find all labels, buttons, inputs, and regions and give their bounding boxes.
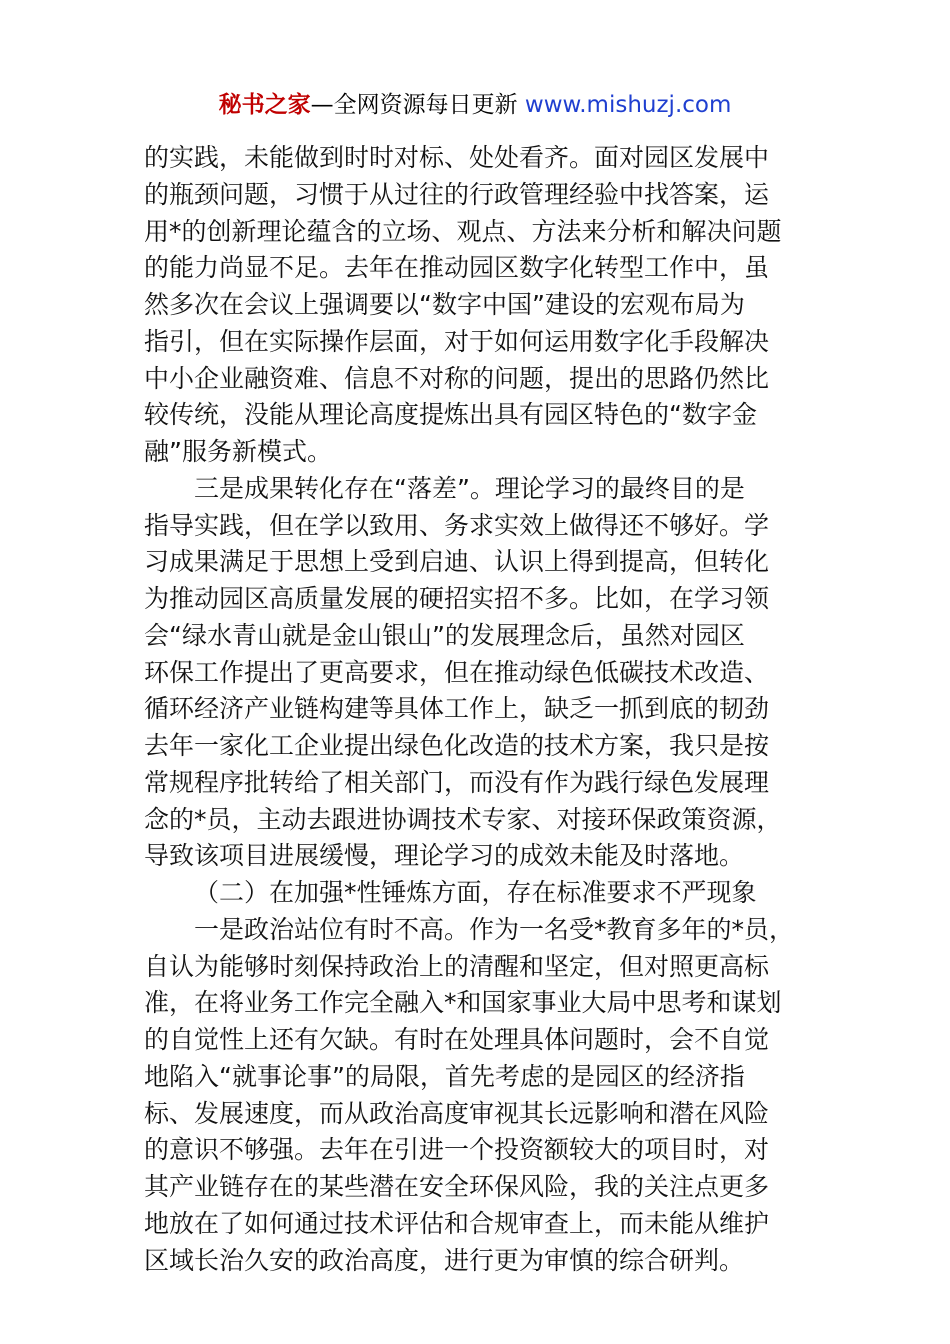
text-line: 去年一家化工企业提出绿色化改造的技术方案，我只是按 — [144, 731, 770, 760]
section-heading: （二）在加强*性锤炼方面，存在标准要求不严现象 — [194, 878, 757, 907]
site-url[interactable]: www.mishuzj.com — [524, 92, 732, 118]
text-line: 然多次在会议上强调要以“数字中国”建设的宏观布局为 — [144, 290, 745, 319]
paragraph-start-line: 一是政治站位有时不高。作为一名受*教育多年的*员， — [194, 914, 795, 944]
text-line: 中小企业融资难、信息不对称的问题，提出的思路仍然比 — [144, 363, 770, 393]
text-line: 会“绿水青山就是金山银山”的发展理念后，虽然对园区 — [144, 620, 745, 650]
text-line: 的自觉性上还有欠缺。有时在处理具体问题时，会不自觉 — [144, 1025, 770, 1054]
paragraph-start-line: 三是成果转化存在“落差”。理论学习的最终目的是 — [194, 473, 745, 503]
text-line: 环保工作提出了更高要求，但在推动绿色低碳技术改造、 — [144, 657, 770, 687]
text-line: 用*的创新理论蕴含的立场、观点、方法来分析和解决问题 — [144, 216, 782, 246]
text-line: 自认为能够时刻保持政治上的清醒和坚定，但对照更高标 — [144, 951, 770, 981]
text-line: 区域长治久安的政治高度，进行更为审慎的综合研判。 — [144, 1245, 745, 1275]
site-header — [0, 88, 950, 122]
text-line: 准，在将业务工作完全融入*和国家事业大局中思考和谋划 — [144, 988, 782, 1018]
text-line: 为推动园区高质量发展的硬招实招不多。比如，在学习领 — [144, 584, 770, 613]
text-line: 标、发展速度，而从政治高度审视其长远影响和潜在风险 — [144, 1098, 770, 1128]
text-line: 的能力尚显不足。去年在推动园区数字化转型工作中，虽 — [144, 253, 770, 283]
text-line: 习成果满足于思想上受到启迪、认识上得到提高，但转化 — [144, 547, 770, 577]
text-line: 念的*员，主动去跟进协调技术专家、对接环保政策资源， — [144, 804, 782, 834]
header-tagline: —全网资源每日更新 — [310, 92, 525, 118]
text-line: 其产业链存在的某些潜在安全环保风险，我的关注点更多 — [144, 1172, 770, 1201]
text-line: 常规程序批转给了相关部门，而没有作为践行绿色发展理 — [144, 767, 770, 797]
text-line: 较传统，没能从理论高度提炼出具有园区特色的“数字金 — [144, 400, 757, 430]
text-line: 循环经济产业链构建等具体工作上，缺乏一抓到底的韧劲 — [144, 694, 770, 724]
text-line: 导致该项目进展缓慢，理论学习的成效未能及时落地。 — [144, 841, 745, 871]
brand-name: 秘书之家 — [218, 92, 311, 118]
text-line: 地陷入“就事论事”的局限，首先考虑的是园区的经济指 — [144, 1061, 745, 1091]
text-line: 地放在了如何通过技术评估和合规审查上，而未能从维护 — [144, 1208, 770, 1238]
text-line: 指导实践，但在学以致用、务求实效上做得还不够好。学 — [144, 510, 770, 540]
text-line: 的意识不够强。去年在引进一个投资额较大的项目时，对 — [144, 1135, 770, 1165]
text-line: 指引，但在实际操作层面，对于如何运用数字化手段解决 — [144, 326, 770, 356]
document-body — [144, 140, 809, 1279]
text-line: 融”服务新模式。 — [144, 437, 332, 466]
text-line: 的瓶颈问题，习惯于从过往的行政管理经验中找答案，运 — [144, 179, 770, 209]
text-line: 的实践，未能做到时时对标、处处看齐。面对园区发展中 — [144, 143, 770, 172]
